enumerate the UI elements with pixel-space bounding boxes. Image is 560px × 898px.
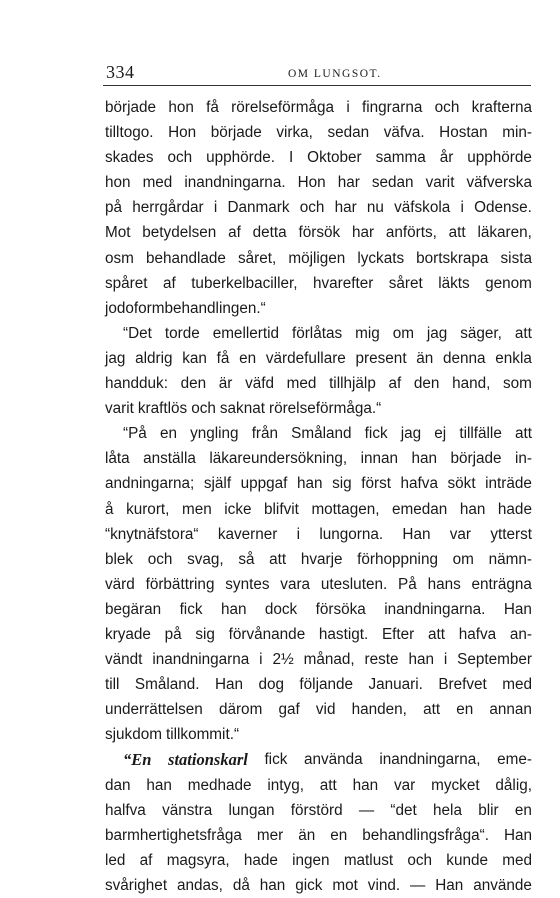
word: hans	[427, 575, 461, 593]
word: lungan	[228, 801, 275, 819]
word: till	[105, 676, 120, 694]
word: “knytnäfstora“	[105, 525, 199, 543]
word: gick	[295, 876, 323, 894]
word: magsyra,	[166, 851, 230, 869]
text-line	[105, 722, 532, 747]
word: och	[434, 99, 460, 116]
word: hand,	[452, 375, 491, 393]
word: tilltogo.	[105, 124, 154, 142]
word: handen,	[351, 701, 407, 719]
word: har	[351, 224, 375, 242]
word: jodoformbehandlingen.“	[105, 299, 266, 317]
word: om	[452, 550, 474, 568]
text-line	[105, 597, 532, 622]
word: med	[502, 851, 532, 869]
word: i	[460, 199, 464, 217]
word: fingrarna	[362, 99, 423, 116]
word: på	[105, 199, 123, 217]
word: å	[105, 500, 114, 518]
word: försök	[298, 224, 341, 242]
word: i	[213, 199, 218, 217]
word: på	[164, 625, 182, 643]
emphasized-word: stationskarl	[168, 750, 248, 770]
word: han	[411, 450, 438, 468]
word: förstörd	[290, 801, 343, 819]
word: och	[191, 400, 216, 418]
word: —	[358, 801, 375, 819]
word: —	[410, 876, 426, 894]
word: använde	[473, 876, 532, 894]
word: matlust	[343, 851, 394, 869]
word: Hostan	[439, 124, 488, 142]
word: Han	[435, 876, 464, 894]
word: läkareundersökning,	[209, 450, 348, 468]
word: är	[218, 375, 233, 393]
word: osm	[105, 249, 134, 267]
word: en	[159, 425, 177, 443]
word: vänstra	[162, 801, 213, 819]
word: anförts,	[385, 224, 437, 242]
word: krafterna	[471, 99, 532, 116]
word: hon	[168, 99, 194, 116]
word: med	[286, 375, 317, 393]
word: handduk:	[105, 375, 168, 393]
word: vändt	[105, 651, 143, 669]
text-line	[105, 421, 532, 446]
word: hvarefter	[312, 274, 374, 292]
word: få	[206, 99, 219, 116]
word: använda	[304, 751, 363, 769]
word: bortskrapa	[416, 249, 489, 267]
word: få	[216, 349, 230, 367]
text-line	[105, 321, 532, 346]
word: mot	[332, 876, 358, 894]
word: barmhertighetsfråga	[105, 826, 242, 844]
word: sjukdom	[105, 726, 162, 744]
word: var	[394, 776, 416, 794]
word: så	[238, 550, 255, 568]
text-line	[105, 95, 532, 120]
word: mig	[355, 324, 380, 342]
word: halfva	[105, 801, 146, 819]
word: började	[105, 99, 157, 116]
word: och	[299, 199, 325, 217]
text-line	[105, 622, 532, 647]
header-rule	[103, 85, 531, 86]
word: den	[413, 375, 440, 393]
word: nämn-	[488, 550, 532, 568]
text-line	[105, 145, 532, 170]
word: mycket	[431, 776, 480, 794]
word: rörelseförmåga	[231, 99, 335, 116]
word: förlåtas	[291, 324, 343, 342]
word: “På	[123, 425, 147, 443]
word: yngling	[190, 425, 239, 443]
word: väfva.	[383, 124, 425, 142]
word: år	[439, 149, 454, 167]
word: då	[232, 876, 250, 894]
word: fick	[264, 751, 288, 769]
word: vid	[315, 701, 336, 719]
word: September	[457, 651, 532, 669]
word: har	[337, 174, 360, 192]
word: att	[423, 701, 441, 719]
text-line	[105, 296, 532, 321]
word: Han	[214, 676, 244, 694]
text-line	[105, 747, 532, 772]
word: den	[180, 375, 207, 393]
word: hvarje	[300, 550, 343, 568]
word: herrgårdar	[132, 199, 204, 217]
word: hafva	[458, 625, 497, 643]
word: icke	[224, 500, 252, 518]
word: blir	[478, 801, 499, 819]
text-line	[105, 446, 532, 471]
word: och	[167, 149, 193, 167]
word: att	[269, 550, 287, 568]
word: följande	[299, 676, 354, 694]
text-line	[105, 522, 532, 547]
word: än	[416, 349, 434, 367]
word: samma	[375, 149, 426, 167]
word: Småland	[291, 425, 352, 443]
word: förbättring	[145, 575, 215, 593]
emphasized-word: “En	[123, 750, 152, 770]
word: med	[502, 676, 532, 694]
word: försöka	[315, 600, 366, 618]
word: i	[296, 525, 301, 543]
word: sig	[195, 625, 215, 643]
word: läkts	[438, 274, 470, 292]
word: upphörde	[467, 149, 532, 167]
word: en	[239, 349, 257, 367]
word: dan	[105, 776, 131, 794]
word: virka,	[276, 124, 313, 142]
word: nu	[366, 199, 384, 217]
word: kan	[182, 349, 207, 367]
word: Han	[402, 525, 431, 543]
word: från	[251, 425, 279, 443]
word: om	[392, 324, 414, 342]
text-line	[105, 697, 532, 722]
word: att	[514, 324, 532, 342]
word: hafva	[400, 475, 438, 493]
word: mer	[256, 826, 284, 844]
word: inandningarna,	[379, 751, 481, 769]
word: i	[259, 651, 263, 669]
word: säger,	[460, 324, 502, 342]
word: han	[459, 500, 486, 518]
word: såret	[388, 274, 423, 292]
word: upphörde.	[206, 149, 275, 167]
word: ingen	[292, 851, 330, 869]
word: hastigt.	[318, 625, 369, 643]
word: uppgaf	[240, 475, 288, 493]
word: svårighet	[105, 876, 168, 894]
word: varit	[425, 174, 455, 192]
word: betydelsen	[142, 224, 217, 242]
word: sedan	[371, 174, 414, 192]
word: anställa	[143, 450, 196, 468]
word: behandlingsfråga“.	[362, 826, 489, 844]
word: ytterst	[490, 525, 532, 543]
word: värdefullare	[265, 349, 346, 367]
word: tillkommit.“	[165, 726, 240, 744]
word: väfverska	[466, 174, 532, 192]
word: emellertid	[212, 324, 279, 342]
word: än	[298, 826, 316, 844]
word: Han	[503, 826, 532, 844]
word: torde	[164, 324, 200, 342]
page-number: 334	[106, 62, 135, 82]
word: månad,	[303, 651, 355, 669]
word: detta	[252, 224, 287, 242]
word: hade	[497, 500, 532, 518]
word: inandningarna	[152, 651, 250, 669]
text-line	[105, 120, 532, 145]
word: men	[181, 500, 212, 518]
word: sedan	[327, 124, 370, 142]
word: underrättelsen	[105, 701, 203, 719]
word: han	[352, 776, 379, 794]
word: af	[139, 851, 153, 869]
word: med	[142, 174, 173, 192]
running-title: OM LUNGSOT.	[288, 68, 382, 80]
word: an-	[509, 625, 532, 643]
word: På	[398, 575, 417, 593]
word: i	[443, 651, 448, 669]
word: vara	[280, 575, 311, 593]
text-line	[105, 271, 532, 296]
word: present	[355, 349, 407, 367]
word: Oktober	[307, 149, 362, 167]
word: och	[407, 851, 433, 869]
word: mottagen,	[311, 500, 380, 518]
word: värd	[105, 575, 135, 593]
word: Januari.	[368, 676, 423, 694]
word: min-	[502, 124, 532, 142]
word: saknat	[219, 400, 265, 418]
text-line	[105, 572, 532, 597]
word: gaf	[278, 701, 300, 719]
word: han	[408, 651, 434, 669]
word: han	[146, 776, 172, 794]
text-line	[105, 873, 532, 898]
word: af	[228, 224, 241, 242]
word: att	[319, 776, 337, 794]
text-line	[105, 798, 532, 823]
word: tillfälle	[459, 425, 502, 443]
word: sista	[500, 249, 532, 267]
word: sökt	[447, 475, 476, 493]
word: annan	[489, 701, 532, 719]
word: att	[448, 224, 466, 242]
text-line	[105, 396, 532, 421]
word: blek	[105, 550, 134, 568]
word: vind.	[367, 876, 401, 894]
word: denna	[443, 349, 486, 367]
word: kraftlös	[137, 400, 188, 418]
word: enträgna	[471, 575, 532, 593]
word: fick	[364, 425, 388, 443]
text-line	[105, 195, 532, 220]
word: läkaren,	[477, 224, 532, 242]
word: låta	[105, 450, 130, 468]
text-line	[105, 471, 532, 496]
word: förhoppning	[357, 550, 438, 568]
word: inandningarna.	[384, 600, 486, 618]
word: väfskola	[394, 199, 451, 217]
word: lyckats	[357, 249, 405, 267]
word: fick	[179, 600, 203, 618]
word: ej	[434, 425, 447, 443]
word: att	[514, 425, 532, 443]
word: han	[297, 475, 323, 493]
word: Hon	[168, 124, 197, 142]
word: han	[220, 600, 247, 618]
word: han	[259, 876, 286, 894]
word: såret,	[238, 249, 277, 267]
text-line	[105, 497, 532, 522]
word: en	[456, 701, 474, 719]
word: därom	[218, 701, 263, 719]
word: möjligen	[288, 249, 346, 267]
word: enkla	[495, 349, 532, 367]
word: af	[162, 274, 176, 292]
word: Efter	[381, 625, 415, 643]
word: Odense.	[474, 199, 532, 217]
text-line	[105, 246, 532, 271]
word: var	[449, 525, 472, 543]
text-line	[105, 823, 532, 848]
word: sig	[332, 475, 352, 493]
word: en	[330, 826, 348, 844]
word: “Det	[123, 324, 152, 342]
word: “det	[390, 801, 417, 819]
word: hela	[433, 801, 462, 819]
word: medhade	[187, 776, 252, 794]
text-line	[105, 547, 532, 572]
word: varit	[105, 400, 134, 418]
word: i	[346, 99, 350, 116]
word: kaverner	[217, 525, 278, 543]
word: Brefvet	[438, 676, 487, 694]
word: behandlade	[145, 249, 226, 267]
word: innan	[360, 450, 399, 468]
word: aldrig	[135, 349, 173, 367]
word: tillhjälp	[329, 375, 376, 393]
word: Småland.	[134, 676, 200, 694]
text-line	[105, 647, 532, 672]
word: eme-	[497, 751, 532, 769]
text-line	[105, 170, 532, 195]
word: Mot	[105, 224, 131, 242]
word: först	[361, 475, 391, 493]
word: andas,	[177, 876, 223, 894]
word: började	[450, 450, 502, 468]
text-line	[105, 848, 532, 873]
word: väfd	[245, 375, 274, 393]
word: jag	[426, 324, 448, 342]
word: dålig,	[495, 776, 532, 794]
word: tuberkelbaciller,	[191, 274, 298, 292]
body-text	[105, 95, 532, 898]
text-line	[105, 371, 532, 396]
word: lungorna.	[319, 525, 384, 543]
word: inandningarna.	[184, 174, 286, 192]
word: utesluten.	[320, 575, 388, 593]
word: reste	[364, 651, 399, 669]
word: förvånande	[228, 625, 306, 643]
word: andningarna;	[105, 475, 195, 493]
word: som	[503, 375, 532, 393]
word: Han	[503, 600, 532, 618]
text-line	[105, 220, 532, 245]
word: dock	[264, 600, 298, 618]
word: jag	[400, 425, 422, 443]
word: kryade	[105, 625, 151, 643]
word: led	[105, 851, 126, 869]
word: genom	[485, 274, 532, 292]
word: jag	[105, 349, 126, 367]
word: en	[514, 801, 532, 819]
word: dog	[258, 676, 284, 694]
word: började	[210, 124, 262, 142]
word: I	[288, 149, 294, 167]
word: inträde	[485, 475, 532, 493]
word: har	[334, 199, 357, 217]
word: själf	[203, 475, 232, 493]
word: 2½	[272, 651, 294, 669]
text-line	[105, 672, 532, 697]
word: kurort,	[126, 500, 170, 518]
word: rörelseförmåga.“	[268, 400, 382, 418]
word: kunde	[446, 851, 488, 869]
word: af	[388, 375, 402, 393]
word: skades	[105, 149, 154, 167]
word: syntes	[225, 575, 270, 593]
word: spåret	[105, 274, 148, 292]
word: intyg,	[267, 776, 304, 794]
word: emedan	[392, 500, 448, 518]
word: blifvit	[264, 500, 299, 518]
word: Danmark	[227, 199, 290, 217]
word: in-	[514, 450, 532, 468]
word: begäran	[105, 600, 162, 618]
word: att	[428, 625, 446, 643]
word: svag,	[187, 550, 224, 568]
word: Hon	[297, 174, 326, 192]
word: hade	[243, 851, 278, 869]
word: och	[147, 550, 173, 568]
running-head	[103, 62, 531, 86]
text-line	[105, 346, 532, 371]
word: hon	[105, 174, 131, 192]
text-line	[105, 773, 532, 798]
